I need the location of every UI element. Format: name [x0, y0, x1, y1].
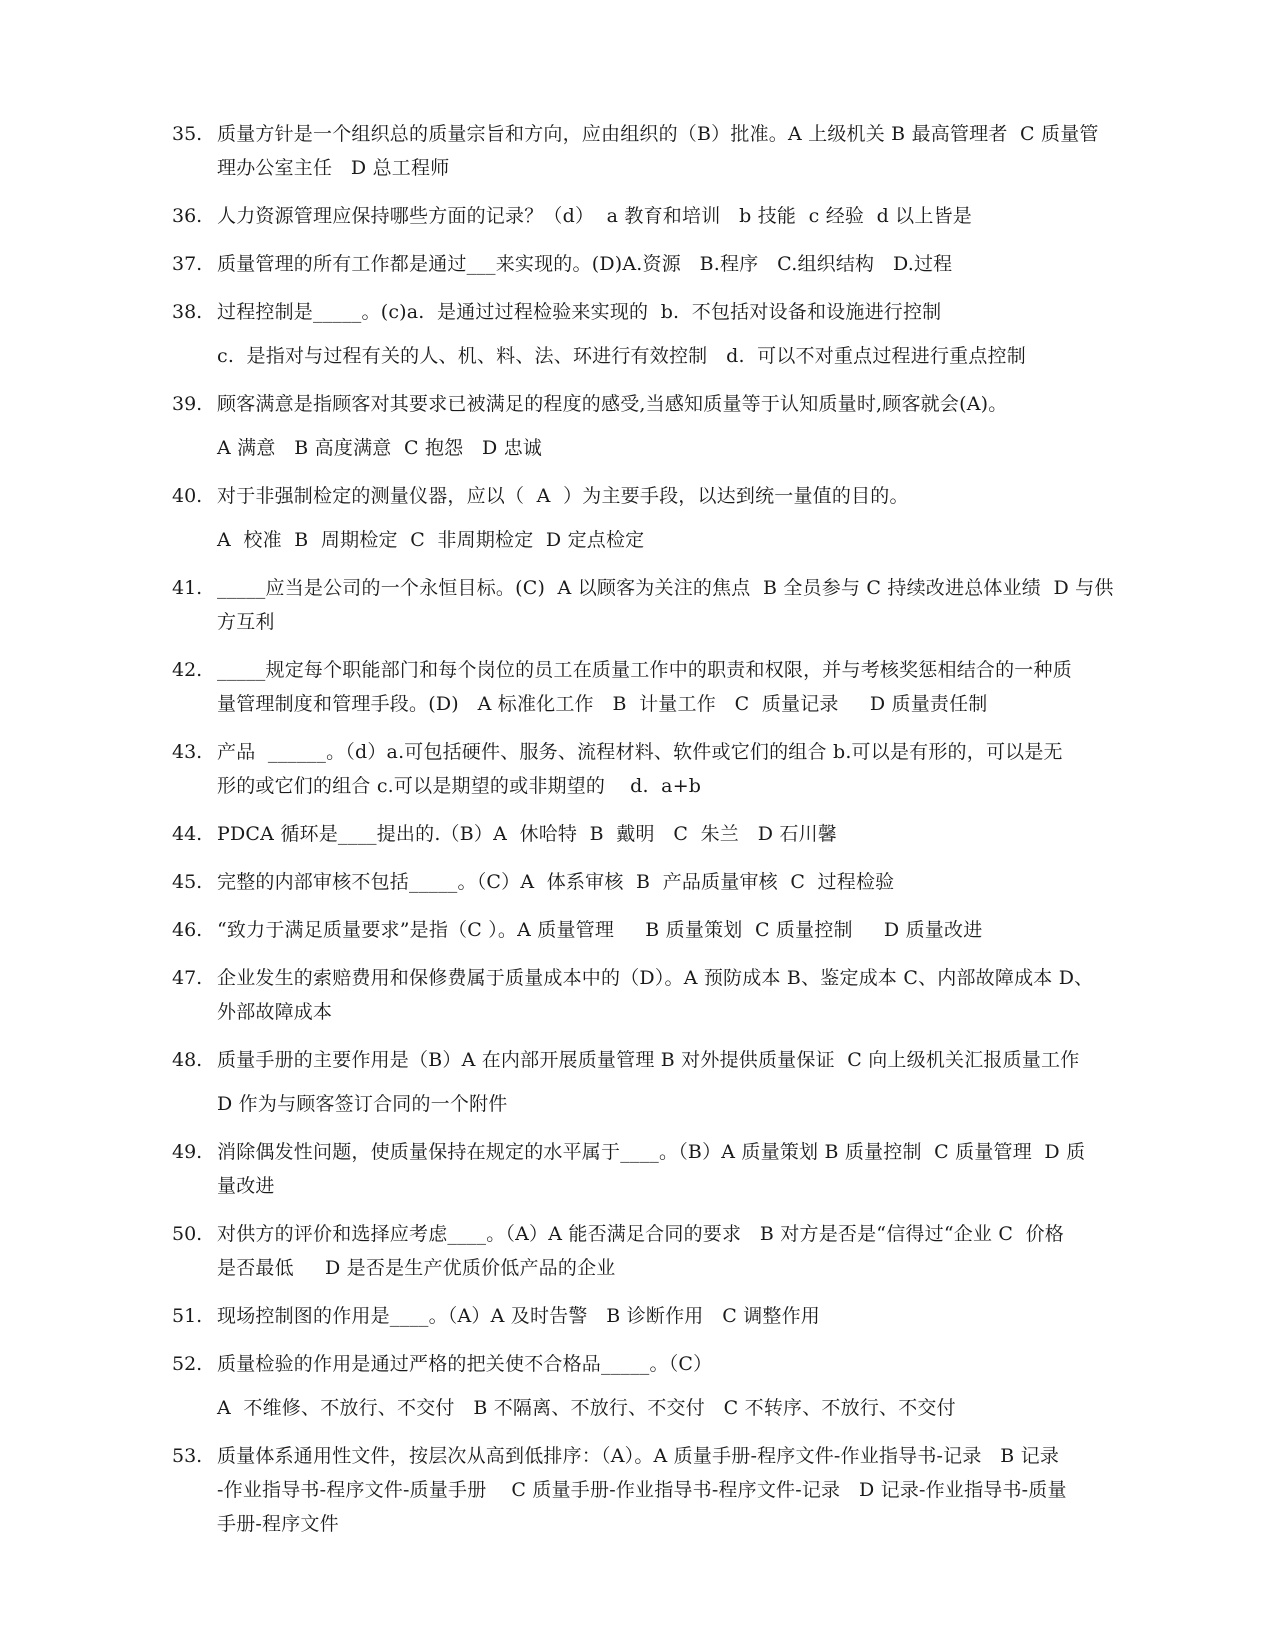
question-item	[172, 1217, 1148, 1285]
question-text	[217, 1135, 1148, 1203]
question-item	[172, 479, 1148, 557]
question-number: 52.	[172, 1353, 203, 1375]
question-text	[217, 1043, 1148, 1121]
question-line: 质量体系通用性文件，按层次从高到低排序：（A）。A 质量手册-程序文件-作业指导书-记录 B 记录	[217, 1445, 1060, 1467]
question-number: 51.	[172, 1305, 203, 1327]
question-text	[217, 571, 1148, 639]
question-text	[217, 961, 1148, 1029]
question-text	[217, 1439, 1148, 1541]
question-line: A 不维修、不放行、不交付 B 不隔离、不放行、不交付 C 不转序、不放行、不交付	[217, 1397, 956, 1419]
question-line: 质量手册的主要作用是（B）A 在内部开展质量管理 B 对外提供质量保证 C 向上级机关汇报质量工作	[217, 1049, 1080, 1071]
question-item	[172, 1299, 1148, 1333]
question-line: “致力于满足质量要求”是指（C ）。A 质量管理 B 质量策划 C 质量控制 D 质量改进	[217, 919, 983, 941]
question-number: 41.	[172, 577, 203, 599]
question-number: 35.	[172, 123, 203, 145]
question-text	[217, 735, 1148, 803]
question-line: 对供方的评价和选择应考虑____。（A）A 能否满足合同的要求 B 对方是否是“信得过“企业 C 价格	[217, 1223, 1064, 1245]
question-line: 对于非强制检定的测量仪器，应以（ A ）为主要手段，以达到统一量值的目的。	[217, 485, 909, 507]
question-text	[217, 247, 1148, 281]
question-line: A 校准 B 周期检定 C 非周期检定 D 定点检定	[217, 529, 645, 551]
question-number: 43.	[172, 741, 203, 763]
question-line: 人力资源管理应保持哪些方面的记录？（d） a 教育和培训 b 技能 c 经验 d 以上皆是	[217, 205, 972, 227]
question-item	[172, 117, 1148, 185]
question-item	[172, 1135, 1148, 1203]
question-number: 37.	[172, 253, 203, 275]
question-item	[172, 295, 1148, 373]
question-text	[217, 1299, 1148, 1333]
question-item	[172, 1347, 1148, 1425]
question-text	[217, 817, 1148, 851]
question-text	[217, 653, 1148, 721]
question-number: 40.	[172, 485, 203, 507]
question-line: -作业指导书-程序文件-质量手册 C 质量手册-作业指导书-程序文件-记录 D 记录-作业指导书-质量	[217, 1479, 1067, 1501]
question-line: 量管理制度和管理手段。(D) A 标准化工作 B 计量工作 C 质量记录 D 质量责任制	[217, 693, 988, 715]
question-item	[172, 387, 1148, 465]
question-number: 38.	[172, 301, 203, 323]
question-line: 消除偶发性问题，使质量保持在规定的水平属于____。（B）A 质量策划 B 质量控制 C 质量管理 D 质	[217, 1141, 1086, 1163]
question-number: 46.	[172, 919, 203, 941]
question-line: 产品 ______。（d）a.可包括硬件、服务、流程材料、软件或它们的组合 b.可以是有形的，可以是无	[217, 741, 1063, 763]
question-line: 企业发生的索赔费用和保修费属于质量成本中的（D）。A 预防成本 B、鉴定成本 C、内部故障成本 D、	[217, 967, 1094, 989]
question-line: c. 是指对与过程有关的人、机、料、法、环进行有效控制 d. 可以不对重点过程进行重点控制	[217, 345, 1026, 367]
question-item	[172, 247, 1148, 281]
question-number: 36.	[172, 205, 203, 227]
question-number: 48.	[172, 1049, 203, 1071]
question-line: 理办公室主任 D 总工程师	[217, 157, 450, 179]
question-number: 53.	[172, 1445, 203, 1467]
question-line: 质量检验的作用是通过严格的把关使不合格品_____。（C）	[217, 1353, 713, 1375]
question-text	[217, 865, 1148, 899]
question-line: D 作为与顾客签订合同的一个附件	[217, 1093, 508, 1115]
question-item	[172, 913, 1148, 947]
question-line: _____应当是公司的一个永恒目标。(C) A 以顾客为关注的焦点 B 全员参与 C 持续改进总体业绩 D 与供	[217, 577, 1114, 599]
question-line: 形的或它们的组合 c.可以是期望的或非期望的 d. a+b	[217, 775, 702, 797]
question-text	[217, 387, 1148, 465]
question-line: 质量方针是一个组织总的质量宗旨和方向，应由组织的（B）批准。A 上级机关 B 最高管理者 C 质量管	[217, 123, 1099, 145]
question-text	[217, 1347, 1148, 1425]
question-text	[217, 295, 1148, 373]
question-line: 现场控制图的作用是____。（A）A 及时告警 B 诊断作用 C 调整作用	[217, 1305, 820, 1327]
question-line: _____规定每个职能部门和每个岗位的员工在质量工作中的职责和权限，并与考核奖惩相结合的一种质	[217, 659, 1072, 681]
question-line: 方互利	[217, 611, 275, 633]
question-item	[172, 817, 1148, 851]
question-text	[217, 1217, 1148, 1285]
question-line: 是否最低 D 是否是生产优质价低产品的企业	[217, 1257, 616, 1279]
question-item	[172, 865, 1148, 899]
question-item	[172, 961, 1148, 1029]
question-number: 49.	[172, 1141, 203, 1163]
question-text	[217, 913, 1148, 947]
question-line: 顾客满意是指顾客对其要求已被满足的程度的感受,当感知质量等于认知质量时,顾客就会(A)。	[217, 393, 1008, 415]
question-text	[217, 117, 1148, 185]
question-item	[172, 1043, 1148, 1121]
question-number: 45.	[172, 871, 203, 893]
question-item	[172, 199, 1148, 233]
question-line: 手册-程序文件	[217, 1513, 339, 1535]
question-line: 质量管理的所有工作都是通过___来实现的。(D)A.资源 B.程序 C.组织结构 D.过程	[217, 253, 953, 275]
question-text	[217, 199, 1148, 233]
question-line: 过程控制是_____。(c)a. 是通过过程检验来实现的 b. 不包括对设备和设施进行控制	[217, 301, 942, 323]
question-line: 量改进	[217, 1175, 275, 1197]
question-line: 完整的内部审核不包括_____。（C）A 体系审核 B 产品质量审核 C 过程检验	[217, 871, 895, 893]
question-line: PDCA 循环是____提出的.（B）A 休哈特 B 戴明 C 朱兰 D 石川馨	[217, 823, 837, 845]
question-text	[217, 479, 1148, 557]
question-list	[172, 117, 1148, 1555]
question-item	[172, 653, 1148, 721]
question-number: 50.	[172, 1223, 203, 1245]
question-number: 39.	[172, 393, 203, 415]
question-line: A 满意 B 高度满意 C 抱怨 D 忠诚	[217, 437, 543, 459]
question-number: 42.	[172, 659, 203, 681]
question-line: 外部故障成本	[217, 1001, 333, 1023]
question-number: 47.	[172, 967, 203, 989]
question-number: 44.	[172, 823, 203, 845]
question-item	[172, 735, 1148, 803]
question-item	[172, 1439, 1148, 1541]
question-item	[172, 571, 1148, 639]
